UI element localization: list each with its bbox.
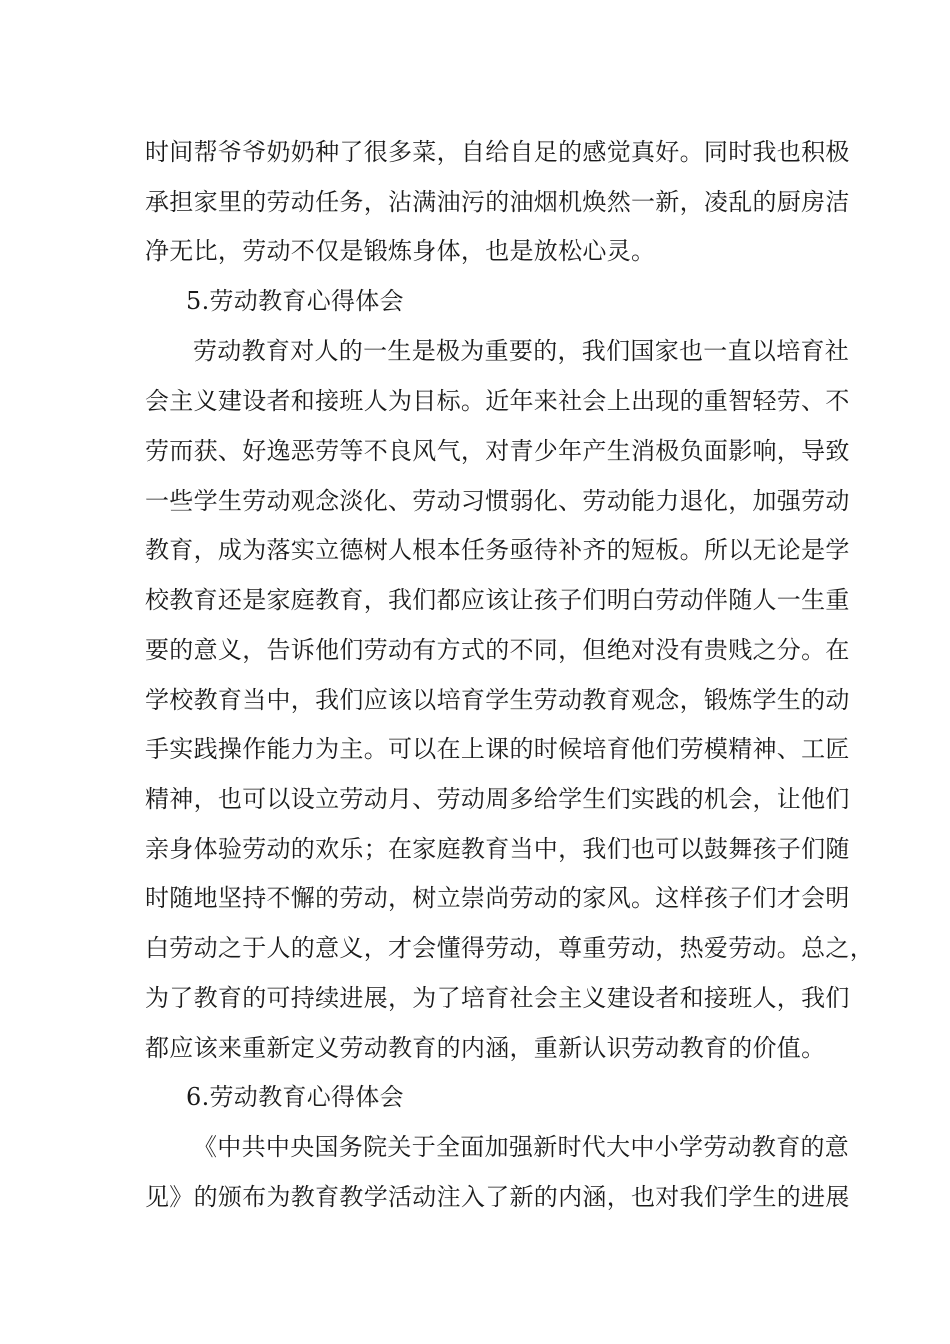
section-heading: 5.劳动教育心得体会 bbox=[186, 287, 404, 315]
paragraph-line: 学校教育当中，我们应该以培育学生劳动教育观念，锻炼学生的动 bbox=[145, 686, 850, 714]
paragraph-line: 时随地坚持不懈的劳动，树立崇尚劳动的家风。这样孩子们才会明 bbox=[145, 884, 850, 912]
paragraph-line: 净无比，劳动不仅是锻炼身体，也是放松心灵。 bbox=[145, 237, 656, 265]
paragraph-line: 校教育还是家庭教育，我们都应该让孩子们明白劳动伴随人一生重 bbox=[145, 586, 850, 614]
section-heading: 6.劳动教育心得体会 bbox=[186, 1083, 404, 1111]
paragraph-line: 教育，成为落实立德树人根本任务亟待补齐的短板。所以无论是学 bbox=[145, 536, 850, 564]
paragraph-line: 会主义建设者和接班人为目标。近年来社会上出现的重智轻劳、不 bbox=[145, 387, 850, 415]
paragraph-line: 劳动教育对人的一生是极为重要的，我们国家也一直以培育社 bbox=[193, 337, 850, 365]
paragraph-line: 亲身体验劳动的欢乐；在家庭教育当中，我们也可以鼓舞孩子们随 bbox=[145, 835, 850, 863]
paragraph-line: 劳而获、好逸恶劳等不良风气，对青少年产生消极负面影响，导致 bbox=[145, 437, 850, 465]
paragraph-line: 见》的颁布为教育教学活动注入了新的内涵，也对我们学生的进展 bbox=[145, 1183, 850, 1211]
paragraph-line: 都应该来重新定义劳动教育的内涵，重新认识劳动教育的价值。 bbox=[145, 1034, 826, 1062]
paragraph-line: 一些学生劳动观念淡化、劳动习惯弱化、劳动能力退化，加强劳动 bbox=[145, 487, 850, 515]
paragraph-line: 手实践操作能力为主。可以在上课的时候培育他们劳模精神、工匠 bbox=[145, 735, 850, 763]
paragraph-line: 为了教育的可持续进展，为了培育社会主义建设者和接班人，我们 bbox=[145, 984, 850, 1012]
paragraph-line: 时间帮爷爷奶奶种了很多菜，自给自足的感觉真好。同时我也积极 bbox=[145, 138, 850, 166]
paragraph-line: 白劳动之于人的意义，才会懂得劳动，尊重劳动，热爱劳动。总之， bbox=[145, 934, 874, 962]
paragraph-line: 承担家里的劳动任务，沾满油污的油烟机焕然一新，凌乱的厨房洁 bbox=[145, 188, 850, 216]
paragraph-line: 精神，也可以设立劳动月、劳动周多给学生们实践的机会，让他们 bbox=[145, 785, 850, 813]
paragraph-line: 《中共中央国务院关于全面加强新时代大中小学劳动教育的意 bbox=[193, 1133, 850, 1161]
paragraph-line: 要的意义，告诉他们劳动有方式的不同，但绝对没有贵贱之分。在 bbox=[145, 636, 850, 664]
